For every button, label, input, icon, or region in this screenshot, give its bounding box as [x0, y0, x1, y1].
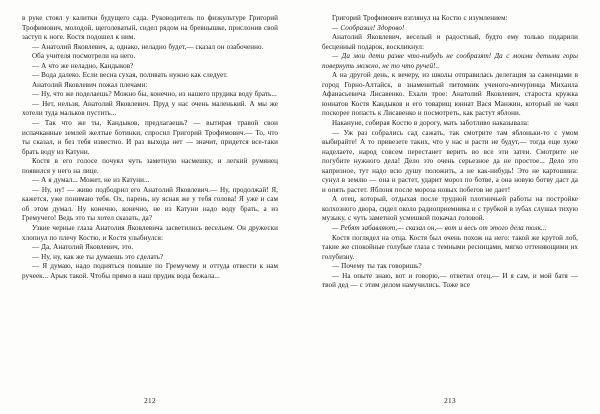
- paragraph: — Да мои дети разве что-нибудь не сообразят! Да с моими детьми горы повернуть можно, не то что ручей!..: [322, 52, 578, 70]
- paragraph: Узкие черные глаза Анатолия Яковлевича засветились весельем. Он дружески хлопнул по плечу Костю, и Костя улыбнулся:: [22, 224, 278, 242]
- paragraph: — Так что же ты, Кандыков, предлагаешь? — вытирая травой свои испачканные землей желтые ботинки, спросил Григорий Трофимович.— То, что ты сказал, и без тебя известно. И раз выхода нет — значит, придется все-таки брать воду из Катуни.: [22, 119, 278, 156]
- page-right-text-block: [322, 14, 578, 384]
- paragraph: — Нет, нельзя, Анатолий Яковлевич. Пруд у нас очень маленький. А мы же хотели туда мальков пустить...: [22, 99, 278, 118]
- page-left-text-block: [22, 14, 278, 384]
- paragraph: Оба учителя посмотрели на него.: [32, 52, 136, 61]
- page-right: [300, 0, 600, 414]
- paragraph: Анатолий Яковлевич пожал плечами:: [32, 80, 148, 89]
- paragraph: Анатолий Яковлевич, веселый и радостный, будто ему только подарили бесценный подарок, воскликнул:: [322, 33, 578, 51]
- paragraph: Григорий Трофимович взглянул на Костю с изумлением:: [332, 14, 508, 22]
- page-right-folio: 213: [444, 396, 456, 405]
- paragraph: — Ну, ну! — живо подбодрил его Анатолий Яковлевич.— Ну, продолжай! Я, кажется, уже понимаю тебя. Ох, парень, ну ясная же у тебя голова! Я уже и сам об этом думал. Ну конечно, конечно, не из Катуни надо воду брать, а из Гремучего! Ведь это ты хотел сказать, да?: [22, 185, 278, 223]
- page-left-folio: 212: [144, 396, 156, 405]
- paragraph: — Ребят забавляют,— сказал он,— вот и весь от этого дела толк...: [332, 224, 547, 233]
- paragraph: — Я думаю, надо подняться повыше по Гремучему и оттуда отвести к нам ручеек... Арык такой. Чтобы прямо в наш прудик вода бежала...: [22, 262, 278, 280]
- paragraph: — На опыте знаю, вот и говорю,— ответил отец.— И я сам, и мой батя — твой дед — с этим делом намучились. Тоже все: [322, 271, 578, 290]
- paragraph: — Уж раз собрались сад сажать, так смотрите там яблоньки-то с умом выбирайте! А то привезете таких, что у нас и расти не будут,— тогда еще хуже наделаете, народ совсем перестанет верить во все эти затеи. Смотрите не погубите нужного дела! Дело это очень серьезное да не простое... Дело это капризное, тут надо всю душу положить, а не как-нибудь! Это не картошина: сунул в землю — она и растет, ударит мороз по ботве, а она новую ботву даст да и опять растет. Яблоня после мороза новых побегов не дает!: [322, 128, 578, 194]
- paragraph: А на другой день, к вечеру, из школы отправилась делегация за саженцами в город Горно-Алтайск, в знаменитый питомник ученого-мичуринца Михаила Афанасьевича Лисавенко. Ехали трое: Анатолий Яковлевич, староста кружка юннатов Костя Кандыков и его товарищ юннат Вася Манжин, который не чаял поскорее попасть к Лисавенко и посмотреть, как растут яблони.: [322, 71, 578, 118]
- paragraph: Костя в его голосе почуял чуть заметную насмешку, и легкий румянец появился у него на лице.: [22, 157, 278, 175]
- paragraph: — Сообразил! Здорово!: [332, 23, 405, 32]
- paragraph: — Да, Анатолий Яковлевич, это.: [32, 243, 134, 252]
- paragraph: — Анатолий Яковлевич, а, однако, неладно будет,— сказал он озабоченно.: [32, 42, 264, 51]
- paragraph: — Почему ты так говоришь?: [332, 262, 422, 271]
- paragraph: — А что же неладно, Кандыков?: [32, 61, 134, 70]
- paragraph: Костя поглядел на отца. Костя был очень похож на него: такой же крутой лоб, такие же спокойные голубые глаза с темными ресницами, мягко оттеняющими их голубизну.: [322, 233, 578, 261]
- paragraph: А отец, который, отдыхая после трудной плотничьей работы на постройке колхозного двора, сидел около радиоприемника и с трубкой в зубах слушал тихую музыку, с чуть заметной усмешкой покачал головой.: [322, 195, 578, 223]
- paragraph: Накануне, собирая Костю в дорогу, мать заботливо наказывала:: [332, 119, 530, 128]
- paragraph: — Ну, что же поделаешь? Можно бы, конечно, из нашего прудика воду брать...: [32, 90, 277, 99]
- paragraph: — А я думал... Может, не из Катуни...: [32, 176, 150, 185]
- paragraph: — Ну, ну, как же ты думаешь это сделать?: [32, 252, 164, 261]
- paragraph: — Вода далеко. Если весна сухая, поливать нужно как следует.: [32, 71, 228, 80]
- paragraph: в руке стоял у калитки будущего сада. Руководитель по физкультуре Григорий Трофимович, молодой, щеголеватый, сидел рядом на бревнышке, прислонив свой заступ к ноге. Костя подошел к ним.: [22, 14, 278, 42]
